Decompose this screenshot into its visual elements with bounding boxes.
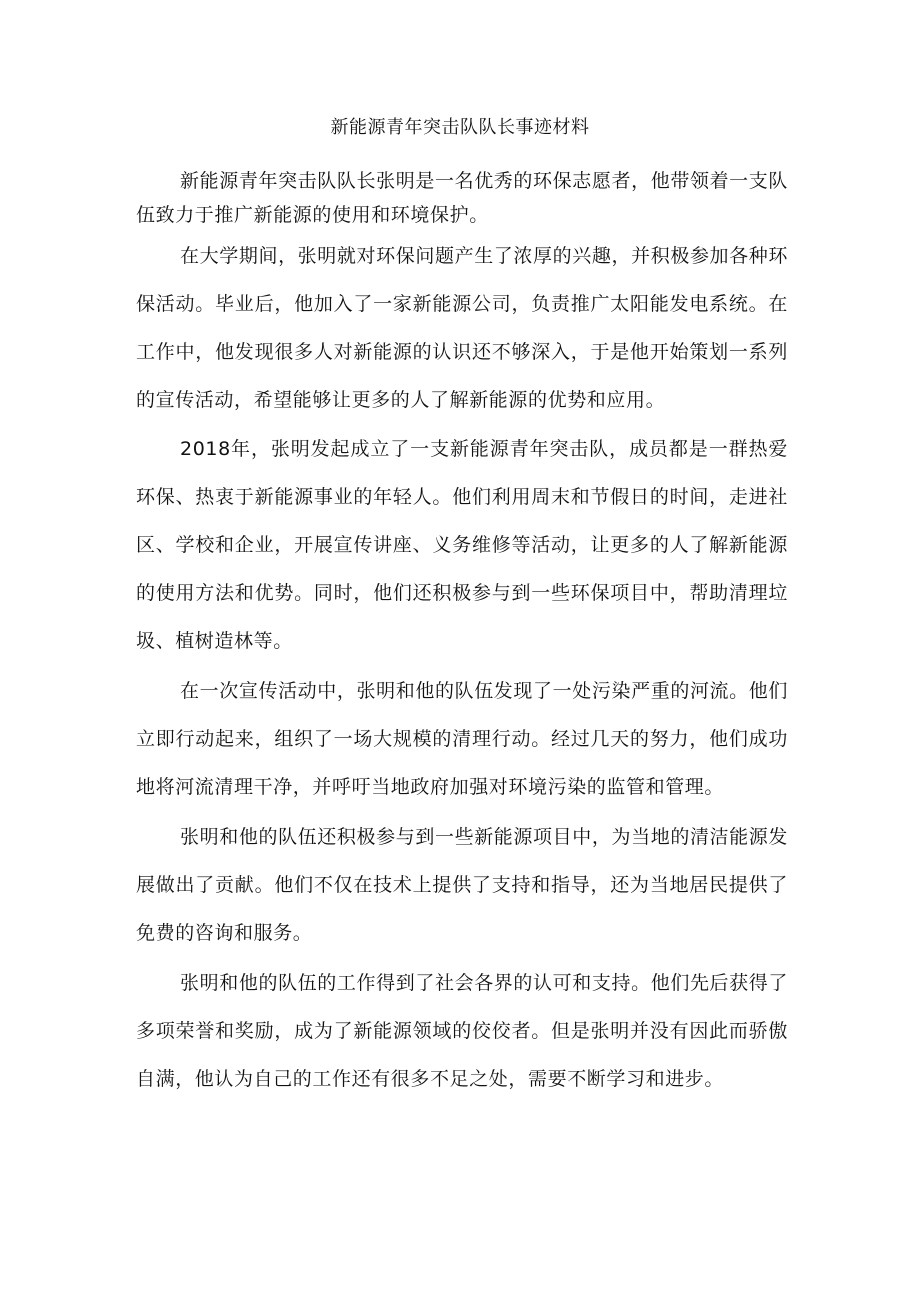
paragraph-university: 在大学期间，张明就对环保问题产生了浓厚的兴趣，并积极参加各种环保活动。毕业后，他加入了一家新能源公司，负责推广太阳能发电系统。在工作中，他发现很多人对新能源的认识还不够深入，于是他开始策划一系列的宣传活动，希望能够让更多的人了解新能源的优势和应用。 (136, 245, 788, 411)
paragraph-river-cleanup: 在一次宣传活动中，张明和他的队伍发现了一处污染严重的河流。他们立即行动起来，组织了一场大规模的清理行动。经过几天的努力，他们成功地将河流清理干净，并呼吁当地政府加强对环境污染的监管和管理。 (136, 680, 788, 798)
paragraph-team-founding: 2018年，张明发起成立了一支新能源青年突击队，成员都是一群热爱环保、热衷于新能源事业的年轻人。他们利用周末和节假日的时间，走进社区、学校和企业，开展宣传讲座、义务维修等活动，让更多的人了解新能源的使用方法和优势。同时，他们还积极参与到一些环保项目中，帮助清理垃圾、植树造林等。 (136, 438, 788, 652)
document-title: 新能源青年突击队队长事迹材料 (330, 117, 590, 138)
paragraph-energy-projects: 张明和他的队伍还积极参与到一些新能源项目中，为当地的清洁能源发展做出了贡献。他们不仅在技术上提供了支持和指导，还为当地居民提供了免费的咨询和服务。 (136, 826, 788, 944)
paragraph-recognition: 张明和他的队伍的工作得到了社会各界的认可和支持。他们先后获得了多项荣誉和奖励，成为了新能源领域的佼佼者。但是张明并没有因此而骄傲自满，他认为自己的工作还有很多不足之处，需要不断学习和进步。 (136, 972, 788, 1090)
paragraph-intro: 新能源青年突击队队长张明是一名优秀的环保志愿者，他带领着一支队伍致力于推广新能源的使用和环境保护。 (136, 170, 788, 226)
